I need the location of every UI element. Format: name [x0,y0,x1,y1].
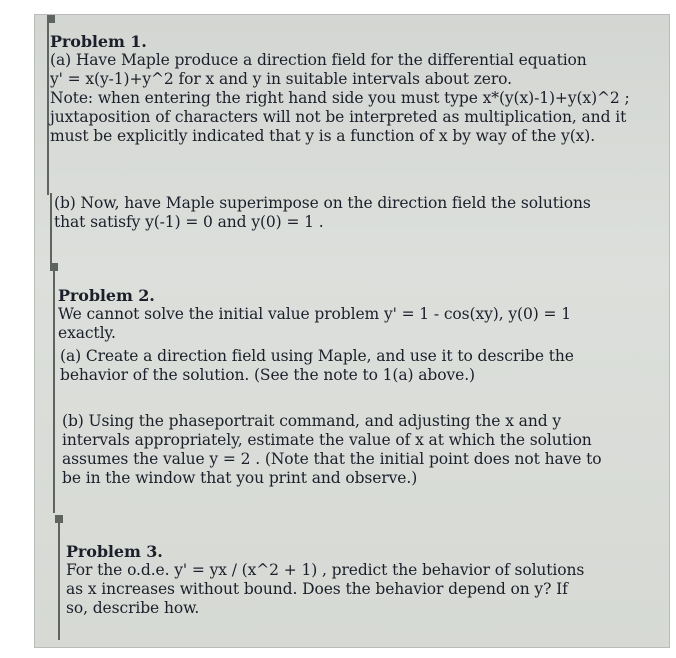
text-line: Note: when entering the right hand side you must type x*(y(x)-1)+y(x)^2 ; [50,89,630,107]
problem-2-part-a [60,347,656,385]
margin-line-middle [53,263,55,513]
margin-line-top [47,15,49,195]
margin-line-upper [50,193,52,263]
text-line: be in the window that you print and observe.) [62,469,418,487]
problem-3 [66,542,656,618]
text-line: assumes the value y = 2 . (Note that the initial point does not have to [62,450,602,468]
margin-tick [47,15,55,23]
margin-line-bottom [58,515,60,640]
text-line: (b) Using the phaseportrait command, and adjusting the x and y [62,412,562,430]
margin-tick [55,515,63,523]
text-line: (a) Have Maple produce a direction field for the differential equation [50,51,587,69]
text-line: as x increases without bound. Does the behavior depend on y? If [66,580,568,598]
problem-1-part-b [54,194,656,232]
problem-2-title: Problem 2. [58,286,155,305]
problem-1-part-a [50,32,656,146]
text-line: intervals appropriately, estimate the value of x at which the solution [62,431,592,449]
text-line: behavior of the solution. (See the note to 1(a) above.) [60,366,475,384]
text-line: exactly. [58,324,116,342]
problem-2-intro [58,286,656,343]
text-line: (a) Create a direction field using Maple, and use it to describe the [60,347,574,365]
problem-1-title: Problem 1. [50,32,147,51]
text-line: (b) Now, have Maple superimpose on the direction field the solutions [54,194,591,212]
text-line: For the o.d.e. y' = yx / (x^2 + 1) , predict the behavior of solutions [66,561,585,579]
problem-2-part-b [62,412,656,488]
text-line: juxtaposition of characters will not be interpreted as multiplication, and it [50,108,627,126]
text-line: that satisfy y(-1) = 0 and y(0) = 1 . [54,213,324,231]
margin-tick [50,263,58,271]
text-line: so, describe how. [66,599,200,617]
text-line: We cannot solve the initial value problem y' = 1 - cos(xy), y(0) = 1 [58,305,571,323]
text-line: must be explicitly indicated that y is a function of x by way of the y(x). [50,127,596,145]
text-line: y' = x(y-1)+y^2 for x and y in suitable intervals about zero. [50,70,512,88]
problem-3-title: Problem 3. [66,542,163,561]
